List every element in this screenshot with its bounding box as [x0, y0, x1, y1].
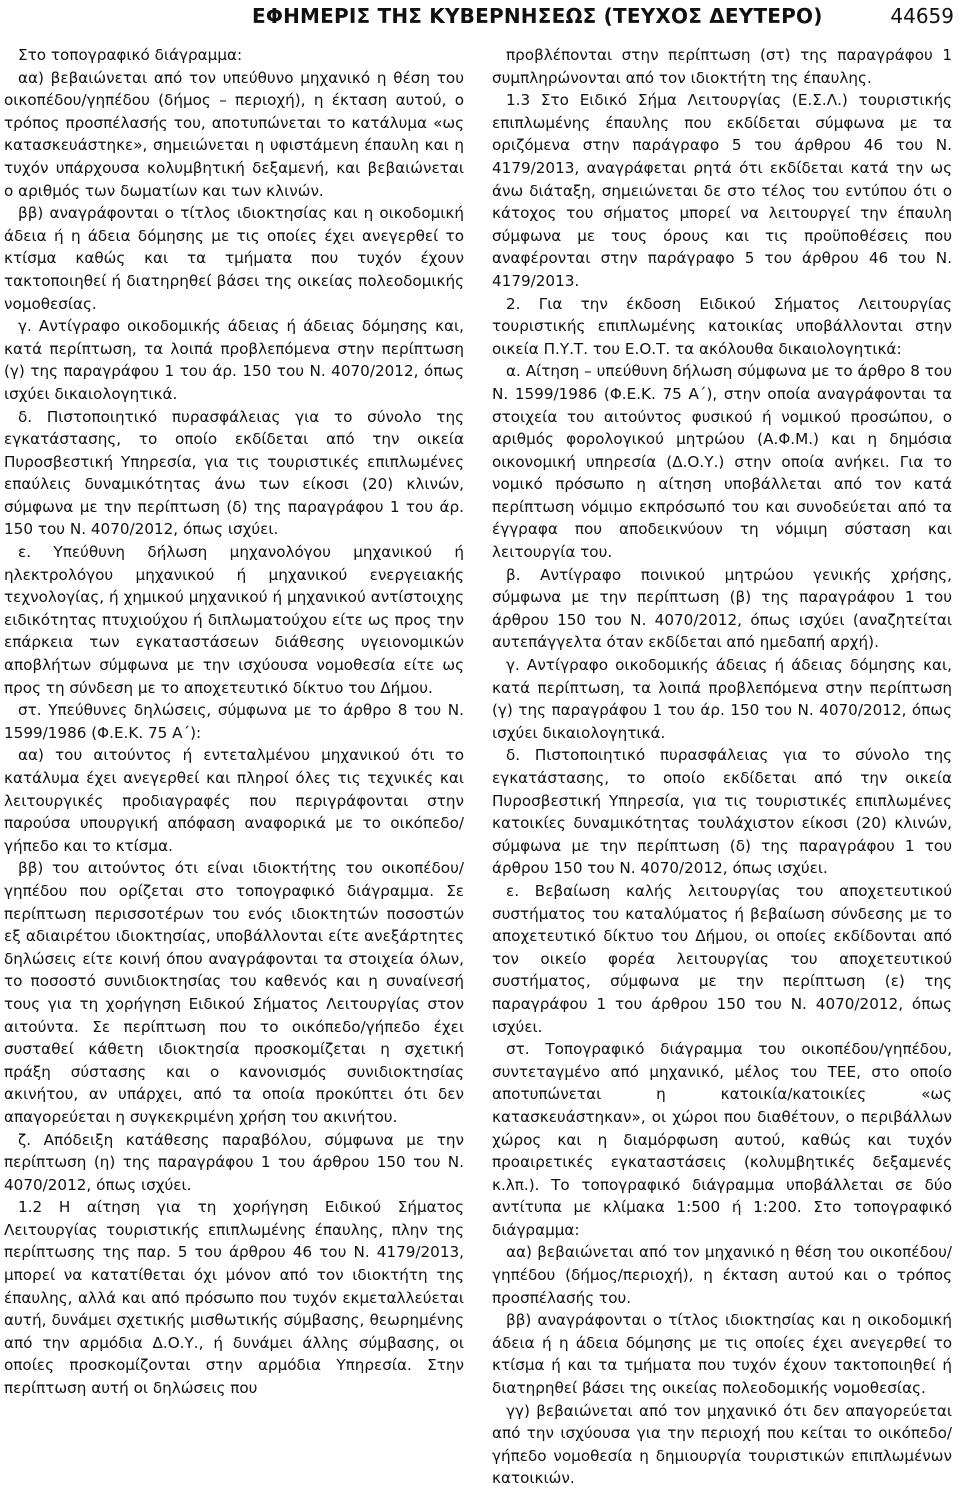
paragraph: αα) βεβαιώνεται από τον μηχανικό η θέση του οικοπέδου/γηπέδου (δήμος/περιοχή), η έκταση αυτού και ο τρόπος προσπέλασής του. — [492, 1243, 952, 1307]
paragraph: ββ) του αιτούντος ότι είναι ιδιοκτήτης του οικοπέδου/γηπέδου που ορίζεται στο τοπογραφικό διάγραμμα. Σε περίπτωση περισσοτέρων του ενός ιδιοκτητών ποσοστών εξ αδιαιρέτου ιδιοκτησίας, υποβάλλονται είτε ανεξάρτητες δηλώσεις είτε κοινή όπου αναγράφονται τα στοιχεία όλων, το ποσοστό συνιδιοκτησίας του καθενός και η συναίνεσή τους για τη χορήγηση Ειδικού Σήματος Λειτουργίας στον αιτούντα. Σε περίπτωση που το οικόπεδο/γήπεδο έχει συσταθεί κάθετη ιδιοκτησία προσκομίζεται η σχετική πράξη σύστασης και ο κανονισμός συνιδιοκτησίας ακινήτου, αν υπάρχει, από τα οποία προκύπτει ότι δεν απαγορεύεται η συγκεκριμένη χρήση του ακινήτου. — [4, 859, 464, 1126]
paragraph: γ. Αντίγραφο οικοδομικής άδειας ή άδειας δόμησης και, κατά περίπτωση, τα λοιπά προβλεπόμενα στην περίπτωση (γ) της παραγράφου 1 του άρ. 150 του Ν. 4070/2012, όπως ισχύει δικαιολογητικά. — [4, 317, 464, 403]
paragraph: γγ) βεβαιώνεται από τον μηχανικό ότι δεν απαγορεύεται από την ισχύουσα για την περιοχή που κείται το οικόπεδο/γήπεδο νομοθεσία η δημιουργία τουριστικών επιπλωμένων κατοικιών. — [492, 1401, 952, 1488]
paragraph: Στο τοπογραφικό διάγραμμα: — [18, 46, 243, 64]
paragraph: α. Αίτηση – υπεύθυνη δήλωση σύμφωνα με το άρθρο 8 του Ν. 1599/1986 (Φ.Ε.Κ. 75 Α΄), στην οποία αναγράφονται τα στοιχεία του αιτούντος φυσικού ή νομικού προσώπου, ο αριθμός φορολογικού μητρώου (Α.Φ.Μ.) και η δημόσια οικονομική υπηρεσία (Δ.Ο.Υ.) στην οποία ανήκει. Για το νομικό πρόσωπο η αίτηση υποβάλλεται από τον κατά περίπτωση νόμιμο εκπρόσωπό του και συνοδεύεται από τα έγγραφα που αποδεικνύουν τη νόμιμη σύσταση και λειτουργία του. — [492, 362, 952, 562]
paragraph: στ. Υπεύθυνες δηλώσεις, σύμφωνα με το άρθρο 8 του Ν. 1599/1986 (Φ.Ε.Κ. 75 Α΄): — [4, 701, 464, 742]
paragraph: 1.3 Στο Ειδικό Σήμα Λειτουργίας (Ε.Σ.Λ.) τουριστικής επιπλωμένης έπαυλης που εκδίδεται σύμφωνα με τα οριζόμενα στην παράγραφο 5 του άρθρου 46 του Ν. 4179/2013, αναγράφεται ρητά ότι εκδίδεται κατά την ως άνω διάταξη, σημειώνεται δε στο τέλος του εντύπου ότι ο κάτοχος του σήματος μπορεί να λειτουργεί την έπαυλη σύμφωνα με τους όρους και τις προϋποθέσεις που αναφέρονται στην παράγραφο 5 του άρθρου 46 του Ν. 4179/2013. — [492, 91, 952, 290]
paragraph: 2. Για την έκδοση Ειδικού Σήματος Λειτουργίας τουριστικής επιπλωμένης κατοικίας υποβάλλονται στην οικεία Π.Υ.Τ. του Ε.Ο.Τ. τα ακόλουθα δικαιολογητικά: — [492, 294, 952, 358]
page-header — [0, 0, 960, 34]
paragraph: ε. Βεβαίωση καλής λειτουργίας του αποχετευτικού συστήματος του καταλύματος ή βεβαίωση σύνδεσης με το αποχετευτικό δίκτυο του Δήμου, οι οποίες εκδίδονται από τον οικείο φορέα λειτουργίας του αποχετευτικού συστήματος, σύμφωνα με την περίπτωση (ε) της παραγράφου 1 του άρθρου 150 του Ν. 4070/2012, όπως ισχύει. — [492, 881, 952, 1036]
paragraph: ββ) αναγράφονται ο τίτλος ιδιοκτησίας και η οικοδομική άδεια ή η άδεια δόμησης με τις οποίες έχει ανεγερθεί το κτίσμα ή και τα τμήματα που τυχόν έχουν τακτοποιηθεί ή διατηρηθεί βάσει της οικείας πολεοδομικής νομοθεσίας. — [492, 1311, 952, 1398]
paragraph: προβλέπονται στην περίπτωση (στ) της παραγράφου 1 συμπληρώνονται από τον ιδιοκτήτη της έπαυλης. — [492, 46, 952, 87]
paragraph: ζ. Απόδειξη κατάθεσης παραβόλου, σύμφωνα με την περίπτωση (η) της παραγράφου 1 του άρθρου 150 του Ν. 4070/2012, όπως ισχύει. — [4, 1130, 464, 1194]
paragraph: αα) του αιτούντος ή εντεταλμένου μηχανικού ότι το κατάλυμα έχει ανεγερθεί και πληροί όλες τις τεχνικές και λειτουργικές προδιαγραφές που περιγράφονται στην παρούσα υπουργική απόφαση αναφορικά με το οικόπεδο/γήπεδο και το κτίσμα. — [4, 746, 464, 855]
paragraph: στ. Τοπογραφικό διάγραμμα του οικοπέδου/γηπέδου, συντεταγμένο από μηχανικό, μέλος του ΤΕΕ, στο οποίο αποτυπώνεται η κατοικία/κατοικίες «ως κατασκευάστηκαν», οι χώροι που διαθέτουν, ο περιβάλλων χώρος και η διαμόρφωση αυτού, καθώς και τυχόν προαιρετικές εγκαταστάσεις (κολυμβητικές δεξαμενές κ.λπ.). Το τοπογραφικό διάγραμμα υποβάλλεται σε δύο αντίτυπα με κλίμακα 1:500 ή 1:200. Στο τοπογραφικό διάγραμμα: — [492, 1040, 952, 1239]
page-number: 44659 — [890, 4, 954, 28]
paragraph: δ. Πιστοποιητικό πυρασφάλειας για το σύνολο της εγκατάστασης, το οποίο εκδίδεται από την οικεία Πυροσβεστική Υπηρεσία, για τις τουριστικές επιπλωμένες επαύλεις δυναμικότητας άνω των είκοσι (20) κλινών, σύμφωνα με την περίπτωση (δ) της παραγράφου 1 του άρ. 150 του Ν. 4070/2012, όπως ισχύει. — [4, 407, 464, 539]
paragraph: β. Αντίγραφο ποινικού μητρώου γενικής χρήσης, σύμφωνα με την περίπτωση (β) της παραγράφου 1 του άρθρου 150 του Ν. 4070/2012, όπως ισχύει (αναζητείται αυτεπάγγελτα όταν εκδίδεται από ημεδαπή αρχή). — [492, 565, 952, 652]
paragraph: ε. Υπεύθυνη δήλωση μηχανολόγου μηχανικού ή ηλεκτρολόγου μηχανικού ή μηχανικού ενεργειακής τεχνολογίας, ή χημικού μηχανικού ή μηχανικού αντίστοιχης ειδικότητας πτυχιούχου ή διπλωματούχου είτε ως προς την επάρκεια των εγκαταστάσεων διάθεσης υγειονομικών αποβλήτων σύμφωνα με την ισχύουσα νομοθεσία είτε ως προς τη σύνδεση με το αποχετευτικό δίκτυο του Δήμου. — [4, 543, 464, 697]
paragraph: γ. Αντίγραφο οικοδομικής άδειας ή άδειας δόμησης και, κατά περίπτωση, τα λοιπά προβλεπόμενα στην περίπτωση (γ) της παραγράφου 1 του άρ. 150 του Ν. 4070/2012, όπως ισχύει δικαιολογητικά. — [492, 656, 952, 742]
paragraph: αα) βεβαιώνεται από τον υπεύθυνο μηχανικό η θέση του οικοπέδου/γηπέδου (δήμος – περιοχή), η έκταση αυτού, ο τρόπος προσπέλασής του, αποτυπώνεται το κατάλυμα «ως κατασκευάστηκε», σημειώνεται η υφιστάμενη έπαυλη και η τυχόν υπάρχουσα κολυμβητική δεξαμενή, και βεβαιώνεται ο αριθμός των δωματίων και των κλινών. — [4, 68, 464, 200]
gazette-title: ΕΦΗΜΕΡΙΣ ΤΗΣ ΚΥΒΕΡΝΗΣΕΩΣ (ΤΕΥΧΟΣ ΔΕΥΤΕΡΟ) — [252, 4, 823, 28]
paragraph: δ. Πιστοποιητικό πυρασφάλειας για το σύνολο της εγκατάστασης, το οποίο εκδίδεται από την οικεία Πυροσβεστική Υπηρεσία, για τις τουριστικές επιπλωμένες κατοικίες δυναμικότητας τουλάχιστον είκοσι (20) κλινών, σύμφωνα με την περίπτωση (δ) της παραγράφου 1 του άρθρου 150 του Ν. 4070/2012, όπως ισχύει. — [492, 746, 952, 878]
paragraph: 1.2 Η αίτηση για τη χορήγηση Ειδικού Σήματος Λειτουργίας τουριστικής επιπλωμένης έπαυλης, πλην της περίπτωσης της παρ. 5 του άρθρου 46 του Ν. 4179/2013, μπορεί να κατατίθεται όχι μόνον από τον ιδιοκτήτη της έπαυλης, αλλά και από πρόσωπο που τυχόν εκμεταλλεύεται αυτή, δυνάμει σχετικής μισθωτικής σύμβασης, θεωρημένης από την αρμόδια Δ.Ο.Υ., ή δυνάμει άλλης σύμβασης, οι οποίες προσκομίζονται στην αρμόδια Υπηρεσία. Στην περίπτωση αυτή οι δηλώσεις που — [4, 1198, 464, 1398]
left-column — [4, 44, 464, 1400]
paragraph: ββ) αναγράφονται ο τίτλος ιδιοκτησίας και η οικοδομική άδεια ή η άδεια δόμησης με τις οποίες έχει ανεγερθεί το κτίσμα καθώς και τα τμήματα που τυχόν έχουν τακτοποιηθεί ή διατηρηθεί βάσει της οικείας πολεοδομικής νομοθεσίας. — [4, 204, 464, 313]
right-column — [492, 44, 952, 1490]
